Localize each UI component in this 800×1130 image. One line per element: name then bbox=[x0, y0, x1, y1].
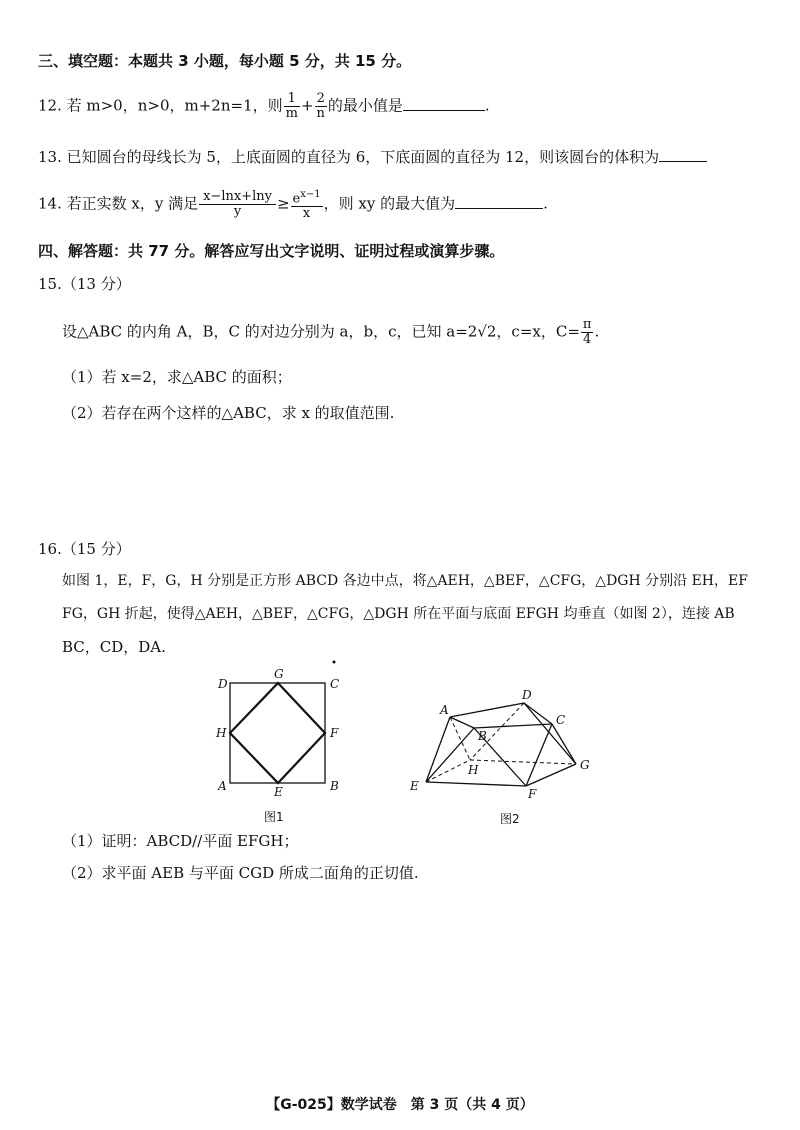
fig2-label-H: H bbox=[468, 763, 479, 777]
figure-2-caption: 图2 bbox=[500, 812, 520, 826]
fig1-label-D: D bbox=[218, 677, 228, 691]
edge-DC bbox=[524, 703, 552, 724]
fig1-label-C: C bbox=[330, 677, 340, 691]
edge-BC bbox=[474, 724, 552, 728]
q16-stem-line3: BC，CD，DA. bbox=[62, 638, 166, 656]
fig1-label-G: G bbox=[274, 667, 284, 681]
q15-stem-prefix: 设△ABC 的内角 A，B，C 的对边分别为 a，b，c，已知 a=2√2，c=x，C= bbox=[62, 322, 580, 341]
fig2-label-F: F bbox=[528, 787, 537, 801]
q13-answer-blank[interactable] bbox=[659, 145, 707, 162]
q12-plus: + bbox=[300, 96, 314, 115]
square-efgh bbox=[230, 683, 325, 783]
fig2-label-C: C bbox=[556, 713, 566, 727]
q12-suffix: 的最小值是 bbox=[327, 96, 403, 115]
edge-HG-hidden bbox=[470, 760, 576, 764]
section4-heading: 四、解答题：共 77 分。解答应写出文字说明、证明过程或演算步骤。 bbox=[38, 242, 505, 260]
q14-fraction-2: $\frac{e^{x-1}}{x}$ bbox=[292, 189, 321, 222]
fig2-label-E: E bbox=[410, 779, 419, 793]
q14-prefix: 14. 若正实数 x，y 满足 bbox=[38, 194, 199, 213]
q16-stem-line2: FG，GH 折起，使得△AEH，△BEF，△CFG，△DGH 所在平面与底面 EFGH 均垂直（如图 2），连接 AB bbox=[62, 606, 735, 622]
q15-number: 15.（13 分） bbox=[38, 275, 131, 293]
fig2-label-D: D bbox=[522, 688, 532, 702]
q16-stem-line1: 如图 1，E，F，G，H 分别是正方形 ABCD 各边中点，将△AEH，△BEF，△CFG，△DGH 分别沿 EH，EF bbox=[62, 573, 748, 589]
q14-end: . bbox=[543, 194, 548, 213]
edge-AB bbox=[450, 717, 474, 728]
q14-suffix: ，则 xy 的最大值为 bbox=[323, 194, 456, 213]
q12-fraction-2: $\frac{2}{n}$ bbox=[316, 91, 325, 121]
fig2-label-B: B bbox=[478, 729, 487, 743]
figure-1-dot bbox=[333, 661, 336, 664]
fig1-label-E: E bbox=[274, 785, 283, 799]
figure-1-caption: 图1 bbox=[264, 810, 284, 824]
q13-text: 13. 已知圆台的母线长为 5，上底面圆的直径为 6，下底面圆的直径为 12，则该圆台的体积为 bbox=[38, 148, 660, 166]
fig2-label-G: G bbox=[580, 758, 590, 772]
q15-stem-end: . bbox=[594, 322, 600, 341]
question-13 bbox=[38, 145, 707, 168]
question-12 bbox=[38, 92, 490, 121]
section3-heading: 三、填空题：本题共 3 小题，每小题 5 分，共 15 分。 bbox=[38, 52, 412, 70]
fig2-label-A: A bbox=[440, 703, 449, 717]
q14-answer-blank[interactable] bbox=[455, 192, 543, 209]
page-footer: 【G-025】数学试卷 第 3 页（共 4 页） bbox=[266, 1097, 534, 1113]
edge-EF bbox=[426, 782, 526, 786]
edge-AH-hidden bbox=[450, 717, 470, 760]
edge-CG bbox=[552, 724, 576, 764]
figure-2 bbox=[400, 690, 600, 805]
q12-fraction-1: $\frac{1}{m}$ bbox=[285, 91, 298, 121]
fig1-label-B: B bbox=[330, 779, 339, 793]
fig1-label-H: H bbox=[216, 726, 227, 740]
figure-2-svg bbox=[400, 690, 600, 805]
q16-part2: （2）求平面 AEB 与平面 CGD 所成二面角的正切值. bbox=[62, 864, 419, 882]
q15-part2: （2）若存在两个这样的△ABC，求 x 的取值范围. bbox=[62, 404, 395, 422]
question-14 bbox=[38, 188, 548, 221]
q16-part1: （1）证明：ABCD//平面 EFGH； bbox=[62, 832, 299, 850]
fig1-label-F: F bbox=[330, 726, 339, 740]
q12-prefix: 12. 若 m>0，n>0，m+2n=1，则 bbox=[38, 96, 283, 115]
fig1-label-A: A bbox=[218, 779, 227, 793]
q15-stem bbox=[62, 318, 599, 347]
q15-part1: （1）若 x=2，求△ABC 的面积； bbox=[62, 368, 292, 386]
q16-number: 16.（15 分） bbox=[38, 540, 131, 558]
q12-answer-blank[interactable] bbox=[403, 94, 485, 111]
q12-end: . bbox=[484, 96, 490, 115]
square-abcd bbox=[230, 683, 325, 783]
edge-EB bbox=[426, 728, 474, 782]
q14-fraction-1: $\frac{x-\ln x+\ln y}{y}$ bbox=[199, 190, 276, 219]
figure-1-svg bbox=[210, 662, 350, 802]
edge-DG bbox=[524, 703, 576, 764]
q15-angle-fraction: $\frac{\pi}{4}$ bbox=[582, 317, 592, 347]
figure-1 bbox=[210, 662, 350, 802]
q14-ge: ≥ bbox=[276, 194, 290, 213]
